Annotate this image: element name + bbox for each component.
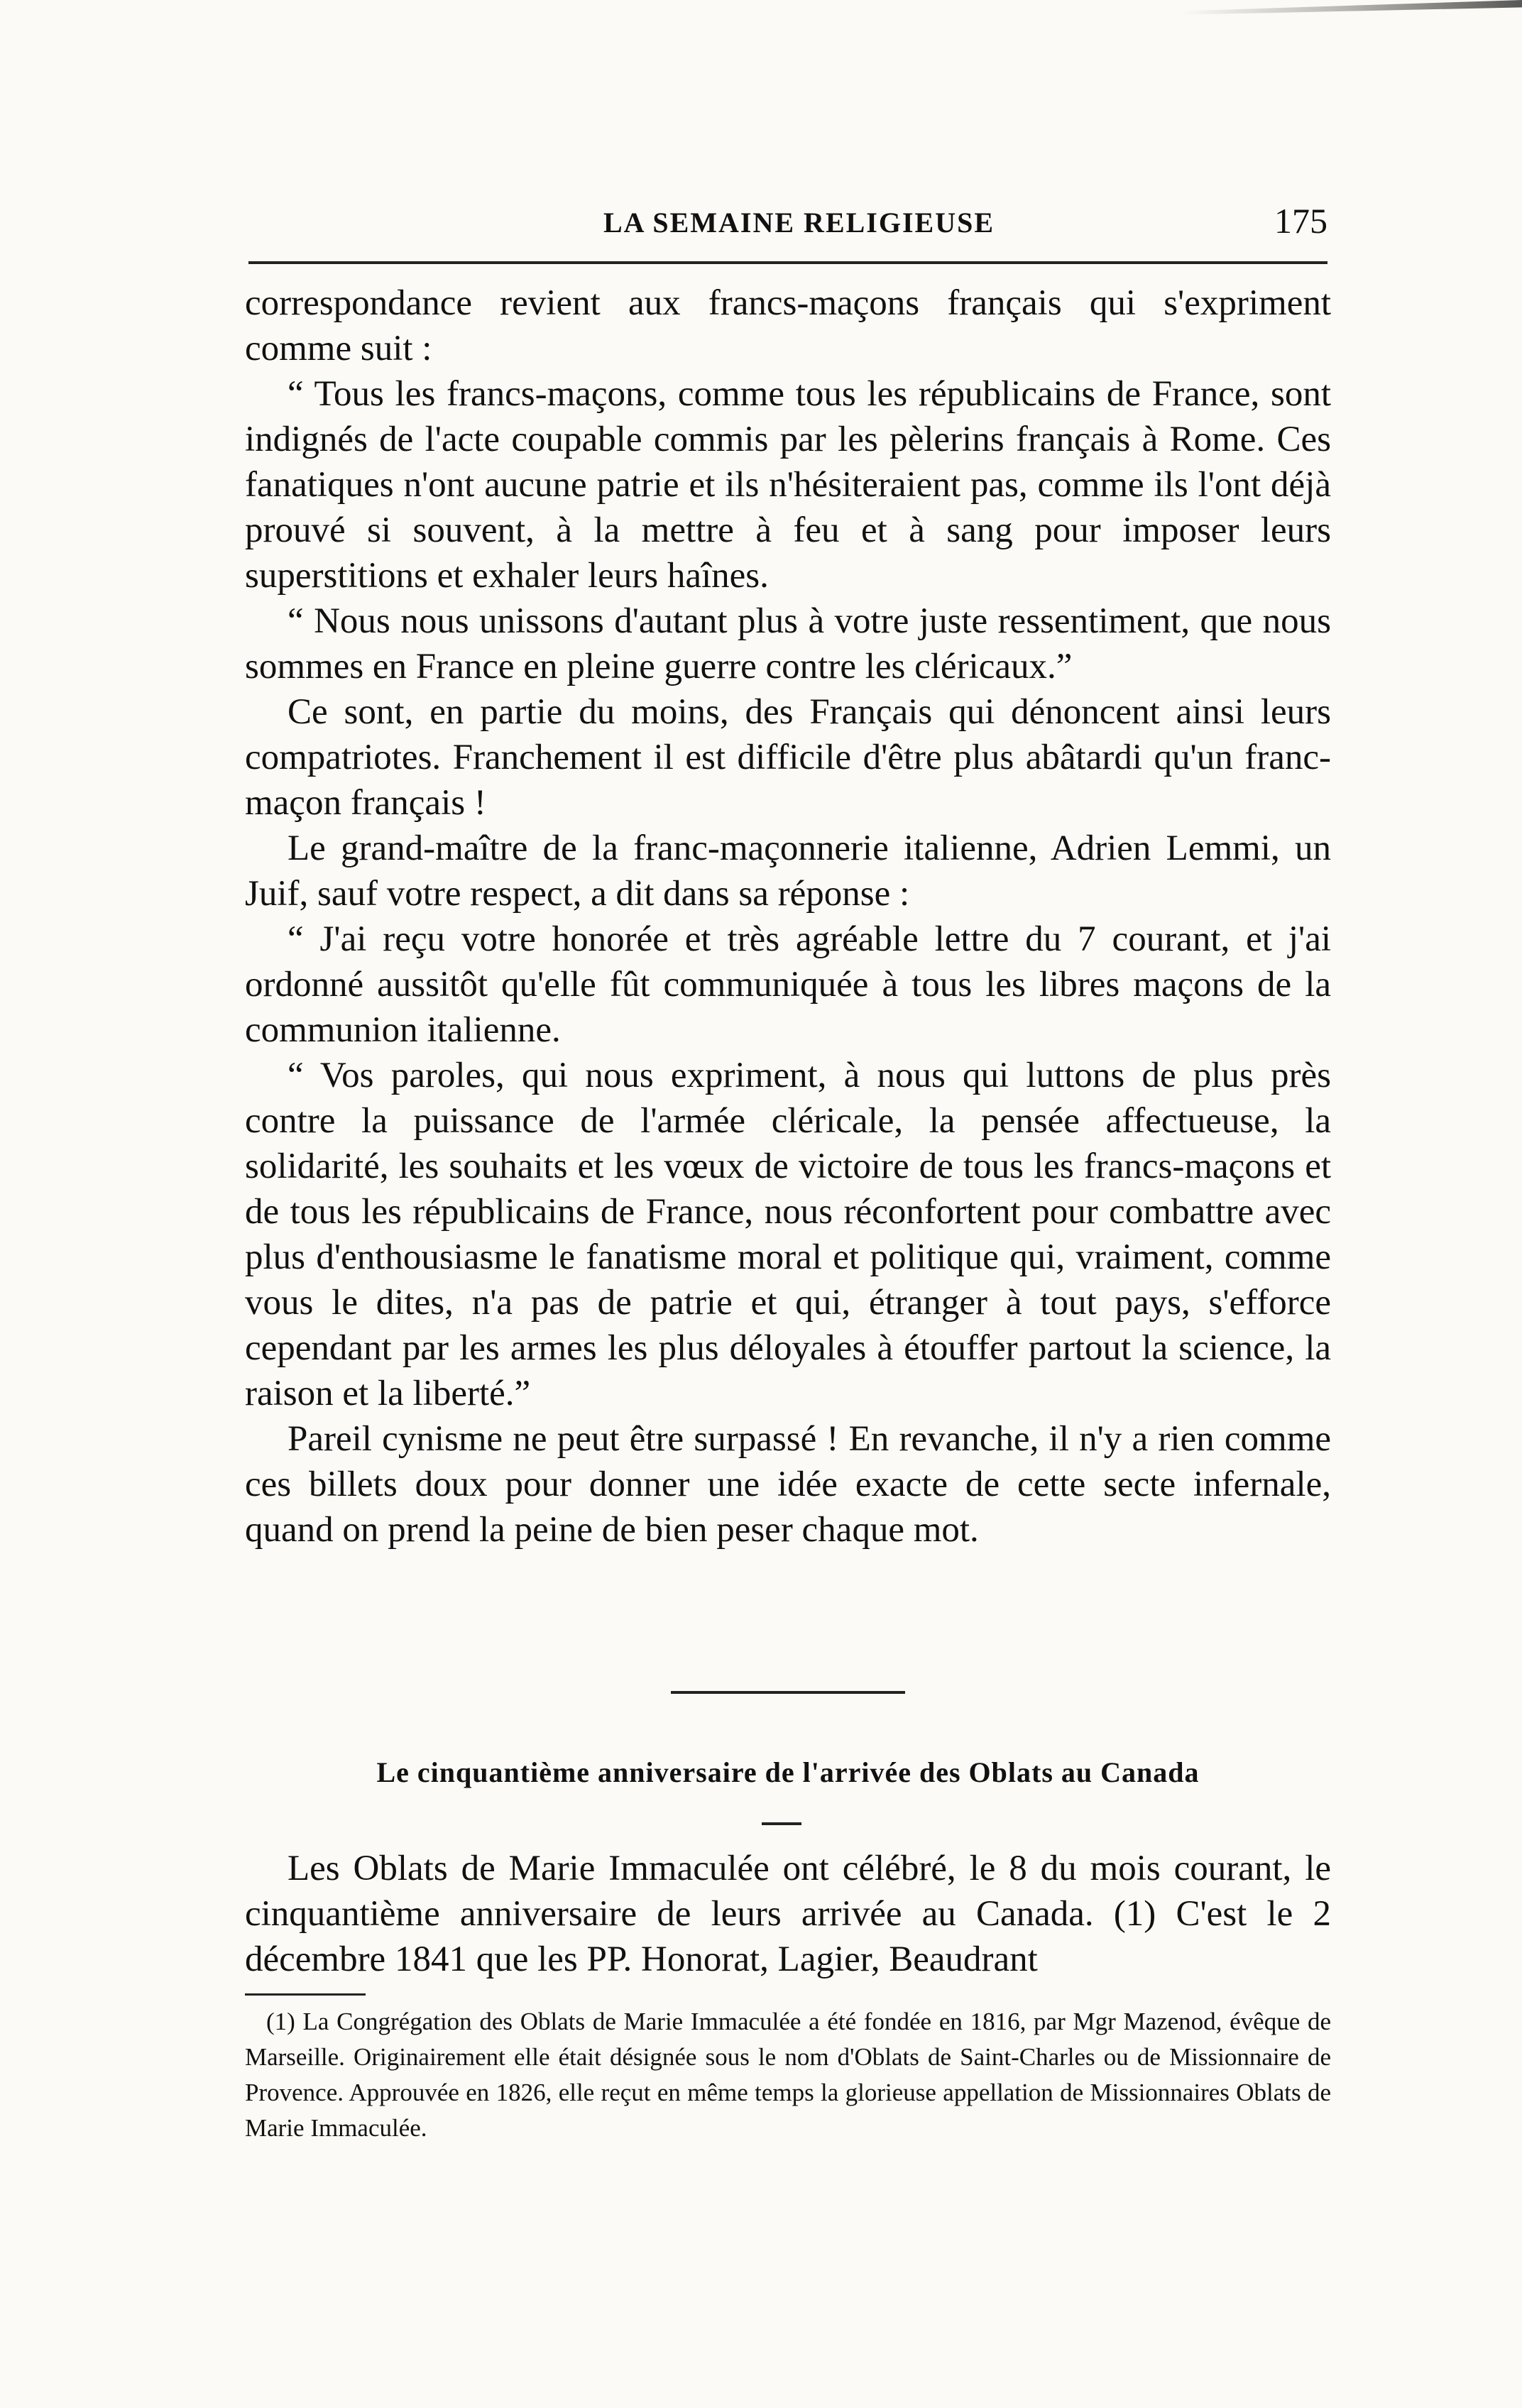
paragraph: Le grand-maître de la franc-maçonnerie italienne, Adrien Lemmi, un Juif, sauf votre respect, a dit dans sa réponse :	[245, 828, 1331, 914]
paragraph: correspondance revient aux francs-maçons français qui s'expriment comme suit :	[245, 283, 1331, 368]
footnote-rule	[245, 1993, 366, 1996]
header-rule	[248, 261, 1327, 264]
running-title: LA SEMAINE RELIGIEUSE	[603, 207, 995, 239]
body-text	[245, 280, 1331, 1553]
page-number: 175	[1274, 201, 1327, 241]
section-text	[245, 1846, 1331, 1982]
paragraph: Pareil cynisme ne peut être surpassé ! En revanche, il n'y a rien comme ces billets doux pour donner une idée exacte de cette secte infernale, quand on prend la peine de bien peser chaque mot.	[245, 1419, 1331, 1550]
paragraph: “ Tous les francs-maçons, comme tous les républicains de France, sont indignés de l'acte coupable commis par les pèlerins français à Rome. Ces fanatiques n'ont aucune patrie et ils n'hésiteraient pas, comme ils l'ont déjà prouvé si souvent, à la mettre à feu et à sang pour imposer leurs superstitions et exhaler leurs haînes.	[245, 374, 1331, 596]
paragraph: “ Vos paroles, qui nous expriment, à nous qui luttons de plus près contre la puissance de l'armée cléricale, la pensée affectueuse, la solidarité, les souhaits et les vœux de victoire de tous les francs-maçons et de tous les républicains de France, nous réconfortent pour combattre avec plus d'enthousiasme le fanatisme moral et politique qui, vraiment, comme vous le dites, n'a pas de patrie et qui, étranger à tout pays, s'efforce cependant par les armes les plus déloyales à étouffer partout la science, la raison et la liberté.”	[245, 1056, 1331, 1413]
section-title: Le cinquantième anniversaire de l'arrivée des Oblats au Canada	[376, 1756, 1200, 1788]
footnote	[245, 2004, 1331, 2146]
paragraph: “ J'ai reçu votre honorée et très agréable lettre du 7 courant, et j'ai ordonné aussitôt qu'elle fût communiquée à tous les libres maçons de la communion italienne.	[245, 919, 1331, 1050]
paragraph: Ce sont, en partie du moins, des Français qui dénoncent ainsi leurs compatriotes. Franchement il est difficile d'être plus abâtardi qu'un franc-maçon français !	[245, 692, 1331, 823]
paragraph: Les Oblats de Marie Immaculée ont célébré, le 8 du mois courant, le cinquantième anniversaire de leurs arrivée au Canada. (1) C'est le 2 décembre 1841 que les PP. Honorat, Lagier, Beaudrant	[245, 1849, 1331, 1979]
paragraph: “ Nous nous unissons d'autant plus à votre juste ressentiment, que nous sommes en France en pleine guerre contre les cléricaux.”	[245, 601, 1331, 686]
scan-artifact	[1181, 0, 1522, 18]
title-dash	[762, 1822, 801, 1825]
page-header	[248, 200, 1327, 243]
section-divider	[671, 1691, 905, 1694]
footnote-text: (1) La Congrégation des Oblats de Marie Immaculée a été fondée en 1816, par Mgr Mazenod, évêque de Marseille. Originairement elle était désignée sous le nom d'Oblats de Saint-Charles ou de Missionnaire de Provence. Approuvée en 1826, elle reçut en même temps la glorieuse appellation de Missionnaires Oblats de Marie Immaculée.	[245, 2008, 1331, 2142]
